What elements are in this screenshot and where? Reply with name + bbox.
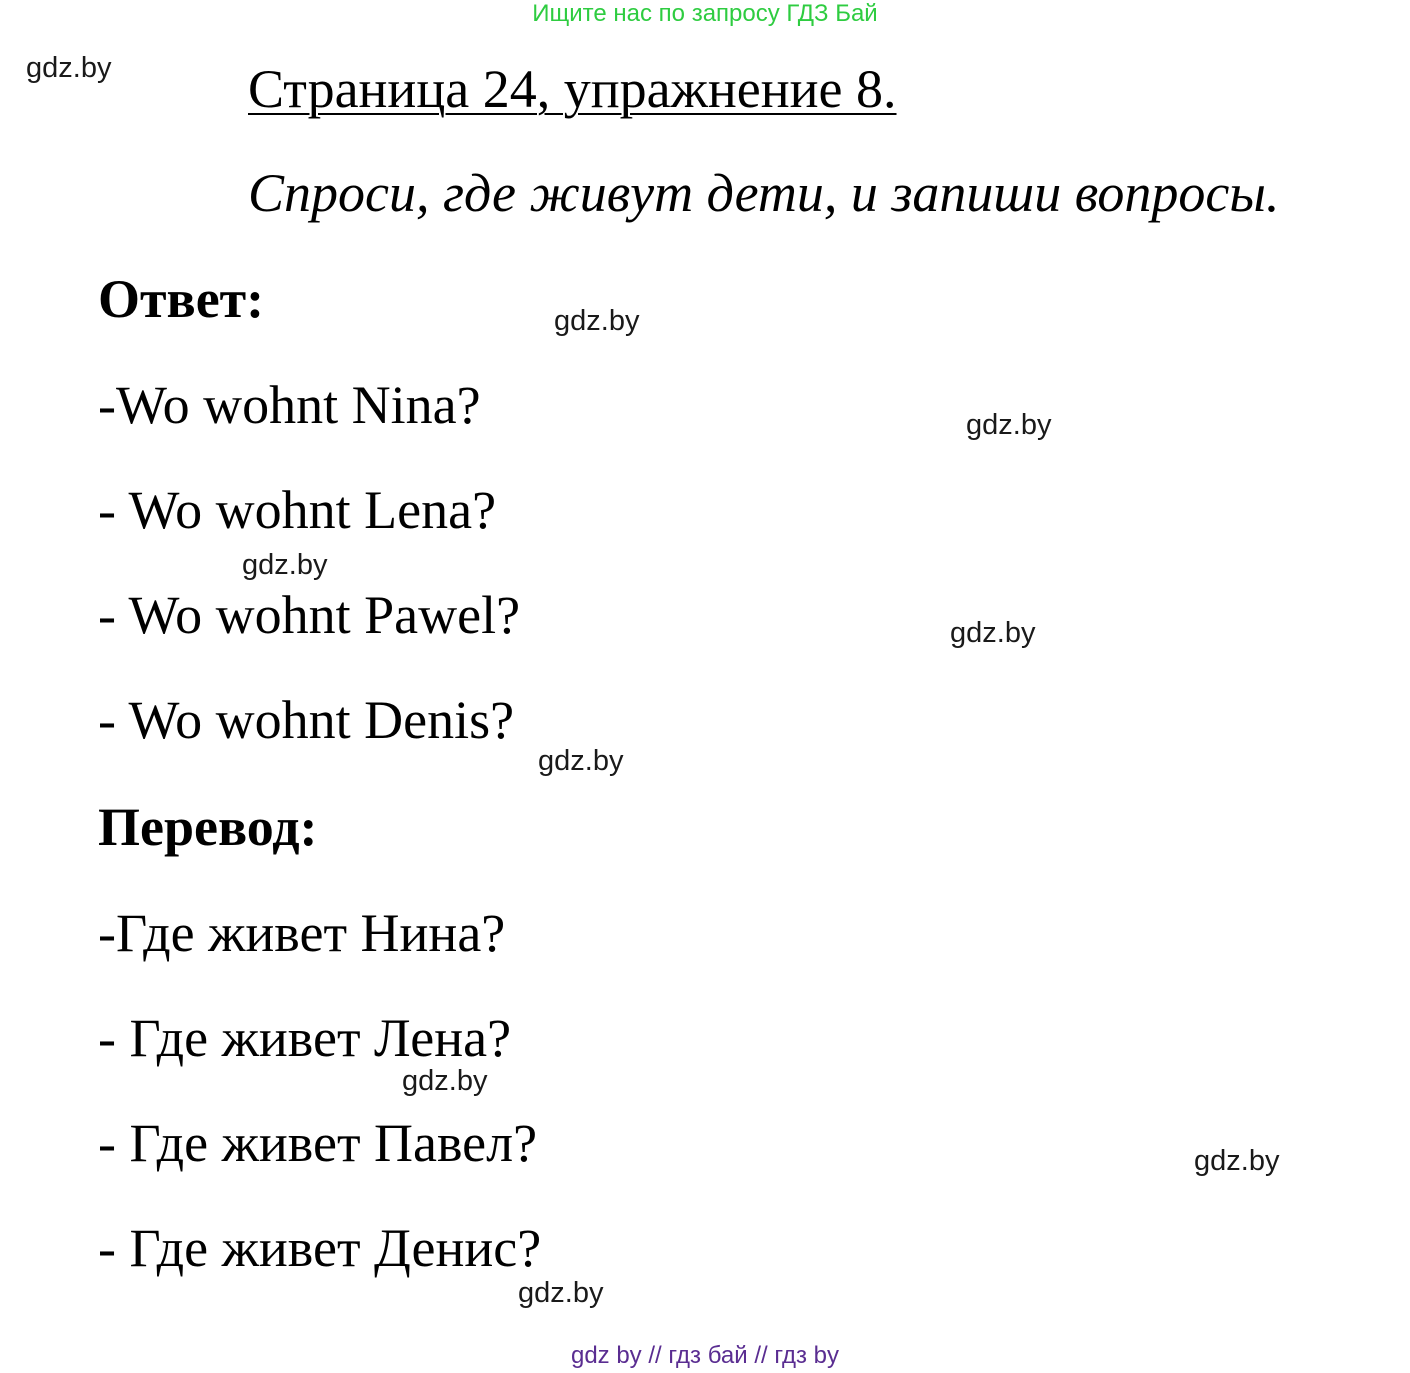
translation-line: - Где живет Павел? — [98, 1113, 538, 1173]
footer-links: gdz by // гдз бай // гдз by — [570, 1342, 840, 1369]
watermark: gdz.by — [1194, 1145, 1280, 1177]
watermark: gdz.by — [26, 52, 112, 84]
watermark: gdz.by — [518, 1277, 604, 1309]
answer-line: - Wo wohnt Lena? — [98, 480, 497, 540]
watermark: gdz.by — [950, 617, 1036, 649]
translation-heading: Перевод: — [98, 797, 318, 857]
watermark: gdz.by — [402, 1065, 488, 1097]
translation-line: -Где живет Нина? — [98, 903, 506, 963]
page-title: Страница 24, упражнение 8. — [248, 59, 897, 119]
answer-heading: Ответ: — [98, 269, 265, 329]
watermark: gdz.by — [538, 745, 624, 777]
watermark: gdz.by — [554, 305, 640, 337]
answer-line: - Wo wohnt Denis? — [98, 690, 515, 750]
watermark: gdz.by — [966, 409, 1052, 441]
top-banner: Ищите нас по запросу ГДЗ Бай — [532, 0, 878, 27]
answer-line: -Wo wohnt Nina? — [98, 375, 481, 435]
watermark: gdz.by — [242, 549, 328, 581]
answer-line: - Wo wohnt Pawel? — [98, 585, 521, 645]
task-text: Спроси, где живут дети, и запиши вопросы. — [248, 163, 1280, 223]
translation-line: - Где живет Денис? — [98, 1218, 542, 1278]
translation-line: - Где живет Лена? — [98, 1008, 512, 1068]
